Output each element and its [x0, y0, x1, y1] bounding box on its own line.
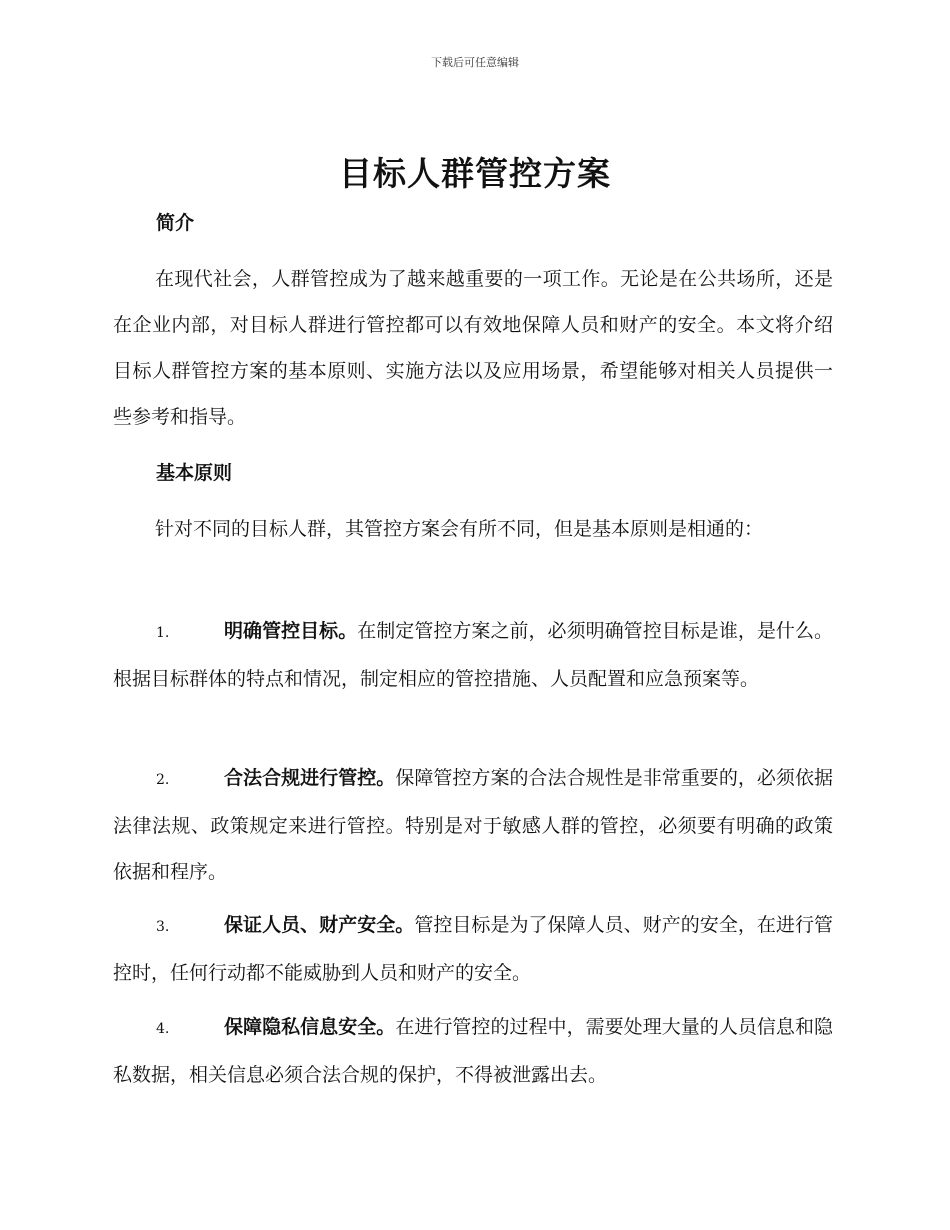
principles-intro-paragraph: 针对不同的目标人群，其管控方案会有所不同，但是基本原则是相通的：: [155, 518, 764, 540]
page-header: 下载后可任意编辑: [431, 56, 519, 69]
principle-lead: 保障隐私信息安全。: [224, 1016, 396, 1038]
principle-item-4: [113, 1004, 833, 1098]
principle-lead: 保证人员、财产安全。: [224, 914, 415, 936]
principle-lead: 明确管控目标。: [224, 620, 358, 642]
intro-paragraph: 在现代社会，人群管控成为了越来越重要的一项工作。无论是在公共场所，还是在企业内部，对目标人群进行管控都可以有效地保障人员和财产的安全。本文将介绍目标人群管控方案的基本原则、实施方法以及应用场景，希望能够对相关人员提供一些参考和指导。: [113, 268, 833, 428]
principle-item-1: [113, 608, 833, 702]
list-number: 4.: [156, 1021, 170, 1037]
principle-text: 在进行管控的过程中，需要处理大量的人员信息和隐私数据，相关信息必须合法合规的保护，不得被泄露出去。: [113, 1016, 833, 1086]
section-heading-intro: 简介: [156, 212, 195, 234]
list-number: 1.: [156, 625, 170, 641]
principle-text: 在制定管控方案之前，必须明确管控目标是谁，是什么。根据目标群体的特点和情况，制定相应的管控措施、人员配置和应急预案等。: [113, 620, 833, 690]
principle-item-2: [113, 755, 833, 895]
principle-lead: 合法合规进行管控。: [224, 767, 396, 789]
list-number: 2.: [156, 772, 170, 788]
principle-item-3: [113, 902, 833, 996]
list-number: 3.: [156, 919, 170, 935]
principle-text: 管控目标是为了保障人员、财产的安全，在进行管控时，任何行动都不能威胁到人员和财产的安全。: [113, 914, 833, 984]
document-title: 目标人群管控方案: [339, 154, 611, 193]
principle-text: 保障管控方案的合法合规性是非常重要的，必须依据法律法规、政策规定来进行管控。特别是对于敏感人群的管控，必须要有明确的政策依据和程序。: [113, 767, 833, 883]
section-heading-principles: 基本原则: [156, 462, 233, 484]
